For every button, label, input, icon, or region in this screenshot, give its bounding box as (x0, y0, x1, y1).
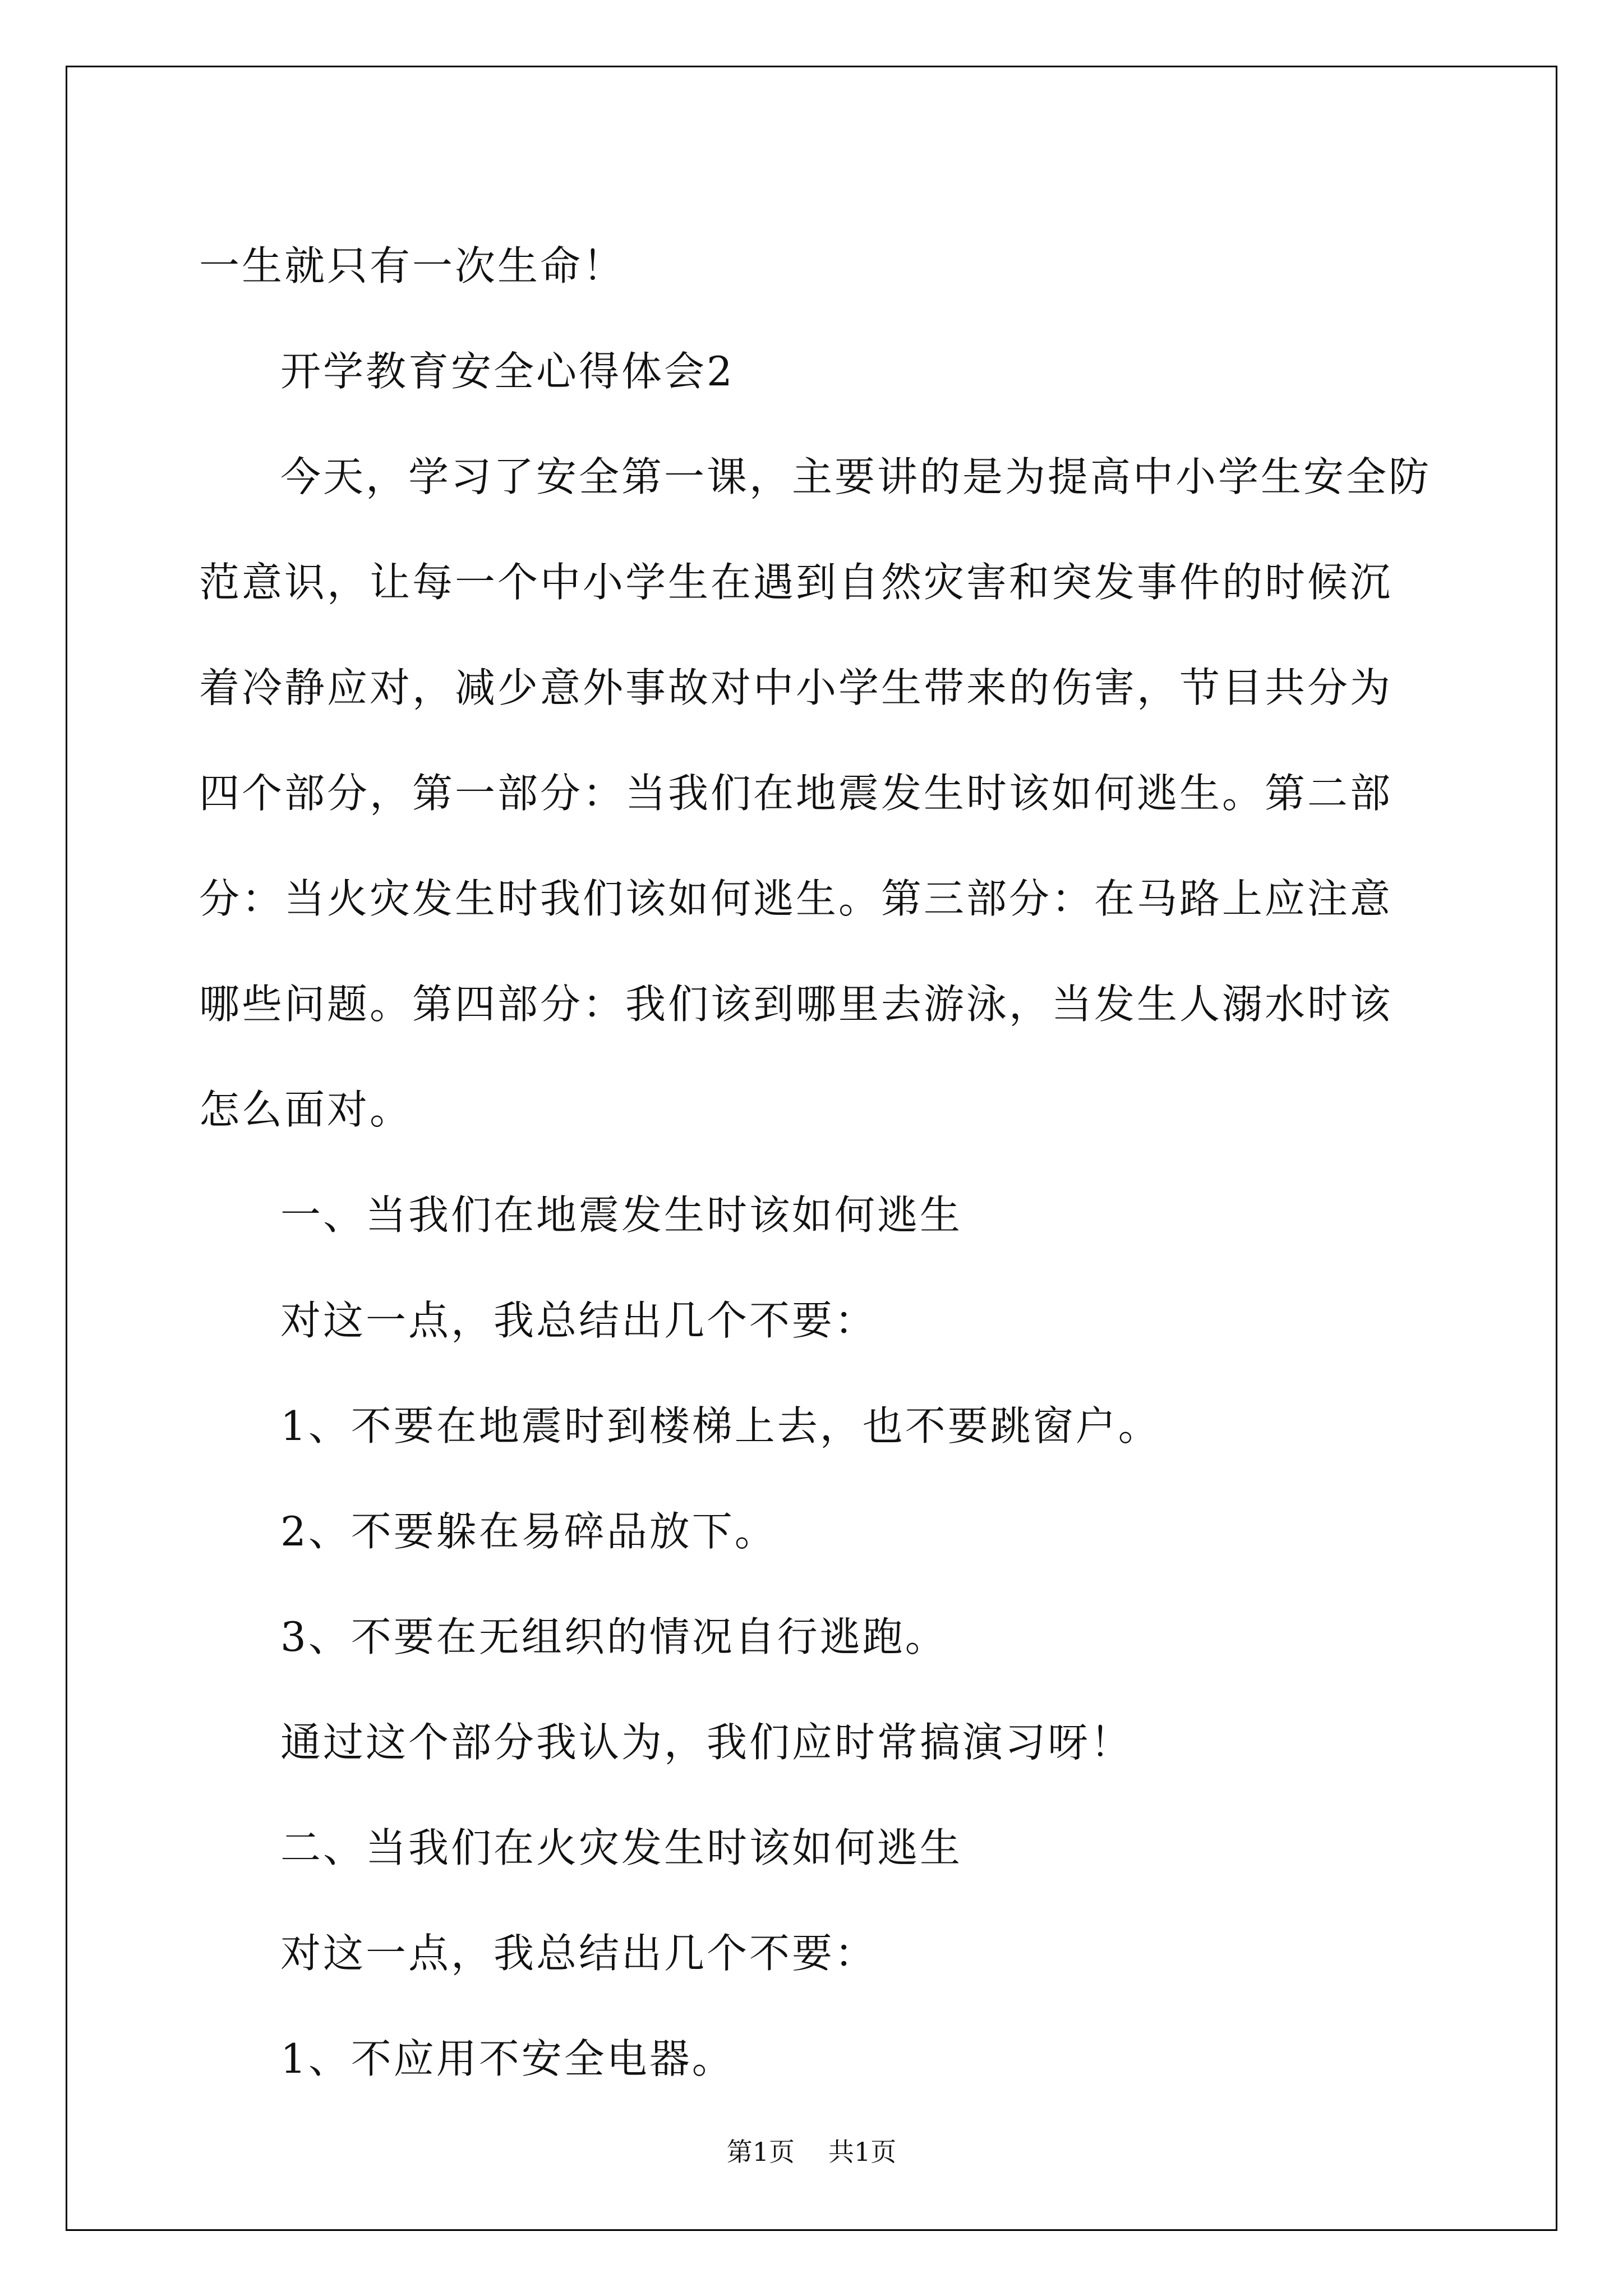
page-number: 第1页 (726, 2137, 795, 2167)
paragraph: 通过这个部分我认为，我们应时常搞演习呀！ (280, 1719, 1133, 1766)
section-heading: 二、当我们在火灾发生时该如何逃生 (280, 1824, 963, 1871)
document-body (199, 213, 1433, 2111)
list-item: 1、不要在地震时到楼梯上去，也不要跳窗户。 (280, 1402, 1161, 1450)
list-item: 3、不要在无组织的情况自行逃跑。 (280, 1613, 948, 1660)
page-footer (0, 2132, 1623, 2169)
list-item: 1、不应用不安全电器。 (280, 2035, 735, 2082)
paragraph: 对这一点，我总结出几个不要： (280, 1930, 878, 1977)
paragraph: 对这一点，我总结出几个不要： (280, 1297, 878, 1344)
paragraph: 一生就只有一次生命！ (199, 242, 626, 289)
page-count: 共1页 (828, 2137, 897, 2167)
list-item: 2、不要躲在易碎品放下。 (280, 1508, 777, 1555)
section-heading: 一、当我们在地震发生时该如何逃生 (280, 1191, 963, 1239)
section-title: 开学教育安全心得体会2 (280, 348, 735, 395)
paragraph: 今天，学习了安全第一课，主要讲的是为提高中小学生安全防范意识，让每一个中小学生在遇到自然灾害和突发事件的时候沉着冷静应对，减少意外事故对中小学生带来的伤害，节目共分为四个部分，第一部分：当我们在地震发生时该如何逃生。第二部分：当火灾发生时我们该如何逃生。第三部分：在马路上应注意哪些问题。第四部分：我们该到哪里去游泳，当发生人溺水时该怎么面对。 (199, 453, 1432, 1133)
